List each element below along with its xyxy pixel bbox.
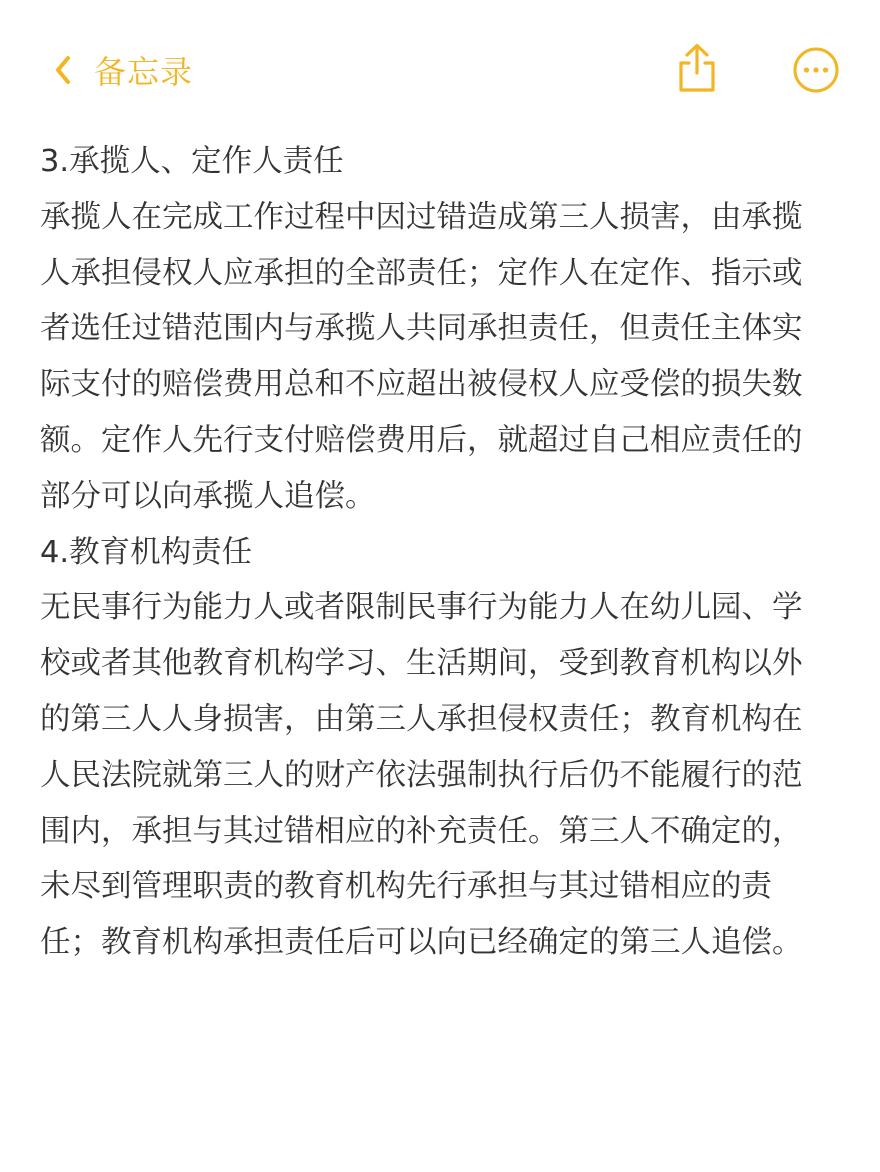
share-icon <box>674 42 720 94</box>
note-line: 校或者其他教育机构学习、生活期间，受到教育机构以外 <box>40 646 803 682</box>
navigation-bar <box>0 0 880 140</box>
note-heading-contractor-liability: 3.承揽人、定作人责任 <box>40 144 344 179</box>
note-line: 围内，承担与其过错相应的补充责任。第三人不确定的， <box>40 813 803 849</box>
back-label: 备忘录 <box>94 53 194 91</box>
note-line: 部分可以向承揽人追偿。 <box>40 478 376 514</box>
note-line: 人承担侵权人应承担的全部责任；定作人在定作、指示或 <box>40 255 803 291</box>
back-button[interactable] <box>50 46 193 94</box>
note-body[interactable] <box>40 134 840 971</box>
note-line: 任；教育机构承担责任后可以向已经确定的第三人追偿。 <box>40 925 803 961</box>
note-line: 者选任过错范围内与承揽人共同承担责任，但责任主体实 <box>40 311 803 347</box>
note-line: 额。定作人先行支付赔偿费用后，就超过自己相应责任的 <box>40 422 803 458</box>
note-line: 的第三人人身损害，由第三人承担侵权责任；教育机构在 <box>40 701 803 737</box>
note-heading-education-liability: 4.教育机构责任 <box>40 534 253 570</box>
note-line: 人民法院就第三人的财产依法强制执行后仍不能履行的范 <box>40 757 803 793</box>
chevron-left-icon <box>50 50 78 90</box>
note-line: 未尽到管理职责的教育机构先行承担与其过错相应的责 <box>40 869 772 905</box>
note-line: 无民事行为能力人或者限制民事行为能力人在幼儿园、学 <box>40 590 803 626</box>
more-icon <box>792 46 840 94</box>
note-line: 承揽人在完成工作过程中因过错造成第三人损害，由承揽 <box>40 199 803 235</box>
more-button[interactable] <box>792 46 840 94</box>
note-line: 际支付的赔偿费用总和不应超出被侵权人应受偿的损失数 <box>40 367 803 403</box>
share-button[interactable] <box>674 42 720 94</box>
